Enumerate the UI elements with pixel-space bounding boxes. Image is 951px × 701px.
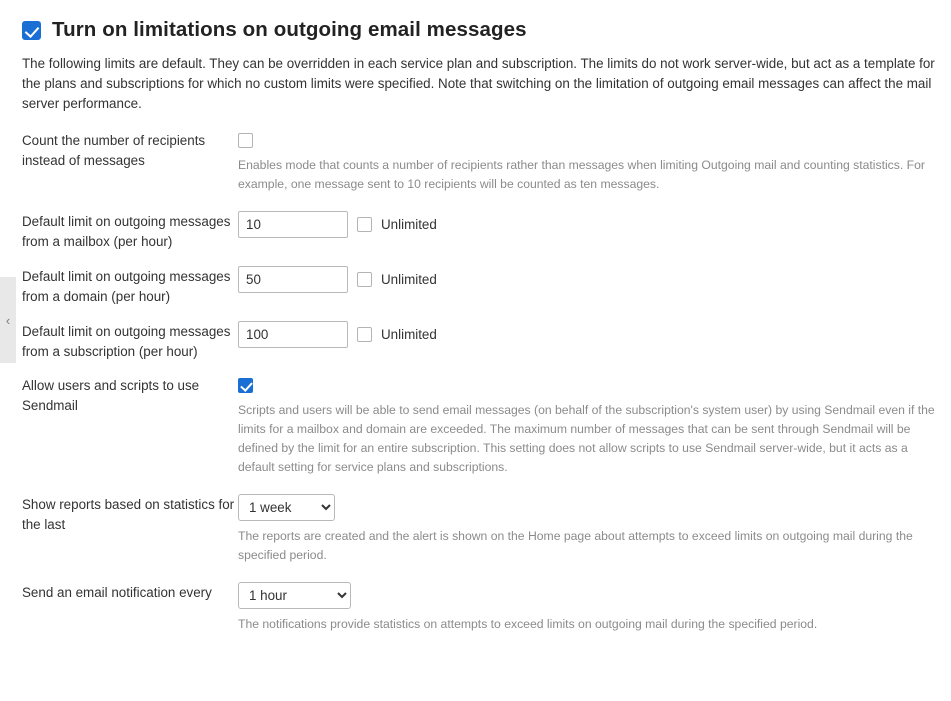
sidebar-collapse-handle[interactable]	[0, 277, 16, 363]
mailbox-limit-label: Default limit on outgoing messages from a mailbox (per hour)	[22, 214, 231, 249]
notification-period-label: Send an email notification every	[22, 585, 212, 600]
domain-limit-label: Default limit on outgoing messages from a domain (per hour)	[22, 269, 231, 304]
domain-limit-field	[238, 266, 937, 293]
domain-limit-unlimited-label: Unlimited	[381, 272, 437, 287]
reports-period-select[interactable]	[238, 494, 335, 521]
subscription-limit-unlimited-checkbox[interactable]	[357, 327, 372, 342]
count-recipients-field	[238, 130, 937, 194]
chevron-left-icon: ‹	[5, 312, 11, 328]
subscription-limit-unlimited-label: Unlimited	[381, 327, 437, 342]
row-subscription-limit	[22, 321, 937, 362]
mailbox-limit-unlimited-checkbox[interactable]	[357, 217, 372, 232]
enable-outgoing-limits-checkbox[interactable]	[22, 21, 41, 40]
subscription-limit-field	[238, 321, 937, 348]
domain-limit-unlimited-checkbox[interactable]	[357, 272, 372, 287]
allow-sendmail-hint: Scripts and users will be able to send email messages (on behalf of the subscription's system user) by using Sendmail even if the limits for a mailbox and domain are exceeded. The maximum number of messages that can be sent through Sendmail will be defined by the limit for an entire subscription. This setting does not allow scripts to use Sendmail server-wide, but it acts as a default setting for service plans and subscriptions.	[238, 403, 935, 474]
notification-period-select[interactable]	[238, 582, 351, 609]
count-recipients-hint: Enables mode that counts a number of recipients rather than messages when limiting Outgoing mail and counting statistics. For example, one message sent to 10 recipients will be counted as ten messages.	[238, 158, 925, 191]
reports-period-label: Show reports based on statistics for the last	[22, 497, 235, 532]
mailbox-limit-field	[238, 211, 937, 238]
row-notification-period	[22, 582, 937, 634]
notification-period-hint: The notifications provide statistics on attempts to exceed limits on outgoing mail during the specified period.	[238, 617, 818, 631]
subscription-limit-label: Default limit on outgoing messages from a subscription (per hour)	[22, 324, 231, 359]
count-recipients-label: Count the number of recipients instead of messages	[22, 133, 206, 168]
row-reports-period	[22, 494, 937, 565]
reports-period-hint: The reports are created and the alert is shown on the Home page about attempts to exceed limits on outgoing mail during the specified period.	[238, 529, 913, 562]
allow-sendmail-field	[238, 375, 937, 477]
page-title: Turn on limitations on outgoing email messages	[52, 18, 527, 41]
mailbox-limit-unlimited-label: Unlimited	[381, 217, 437, 232]
mailbox-limit-input[interactable]	[238, 211, 348, 238]
reports-period-field	[238, 494, 937, 565]
page-title-row	[22, 18, 937, 42]
row-domain-limit	[22, 266, 937, 307]
row-allow-sendmail	[22, 375, 937, 477]
row-count-recipients	[22, 130, 937, 194]
domain-limit-input[interactable]	[238, 266, 348, 293]
count-recipients-checkbox[interactable]	[238, 133, 253, 148]
allow-sendmail-checkbox[interactable]	[238, 378, 253, 393]
row-mailbox-limit	[22, 211, 937, 252]
subscription-limit-input[interactable]	[238, 321, 348, 348]
allow-sendmail-label: Allow users and scripts to use Sendmail	[22, 378, 200, 413]
intro-text: The following limits are default. They can be overridden in each service plan and subscription. The limits do not work server-wide, but act as a template for the plans and subscriptions for which no custom limits were specified. Note that switching on the limitation of outgoing email messages can affect the mail server performance.	[22, 56, 935, 111]
notification-period-field	[238, 582, 937, 634]
